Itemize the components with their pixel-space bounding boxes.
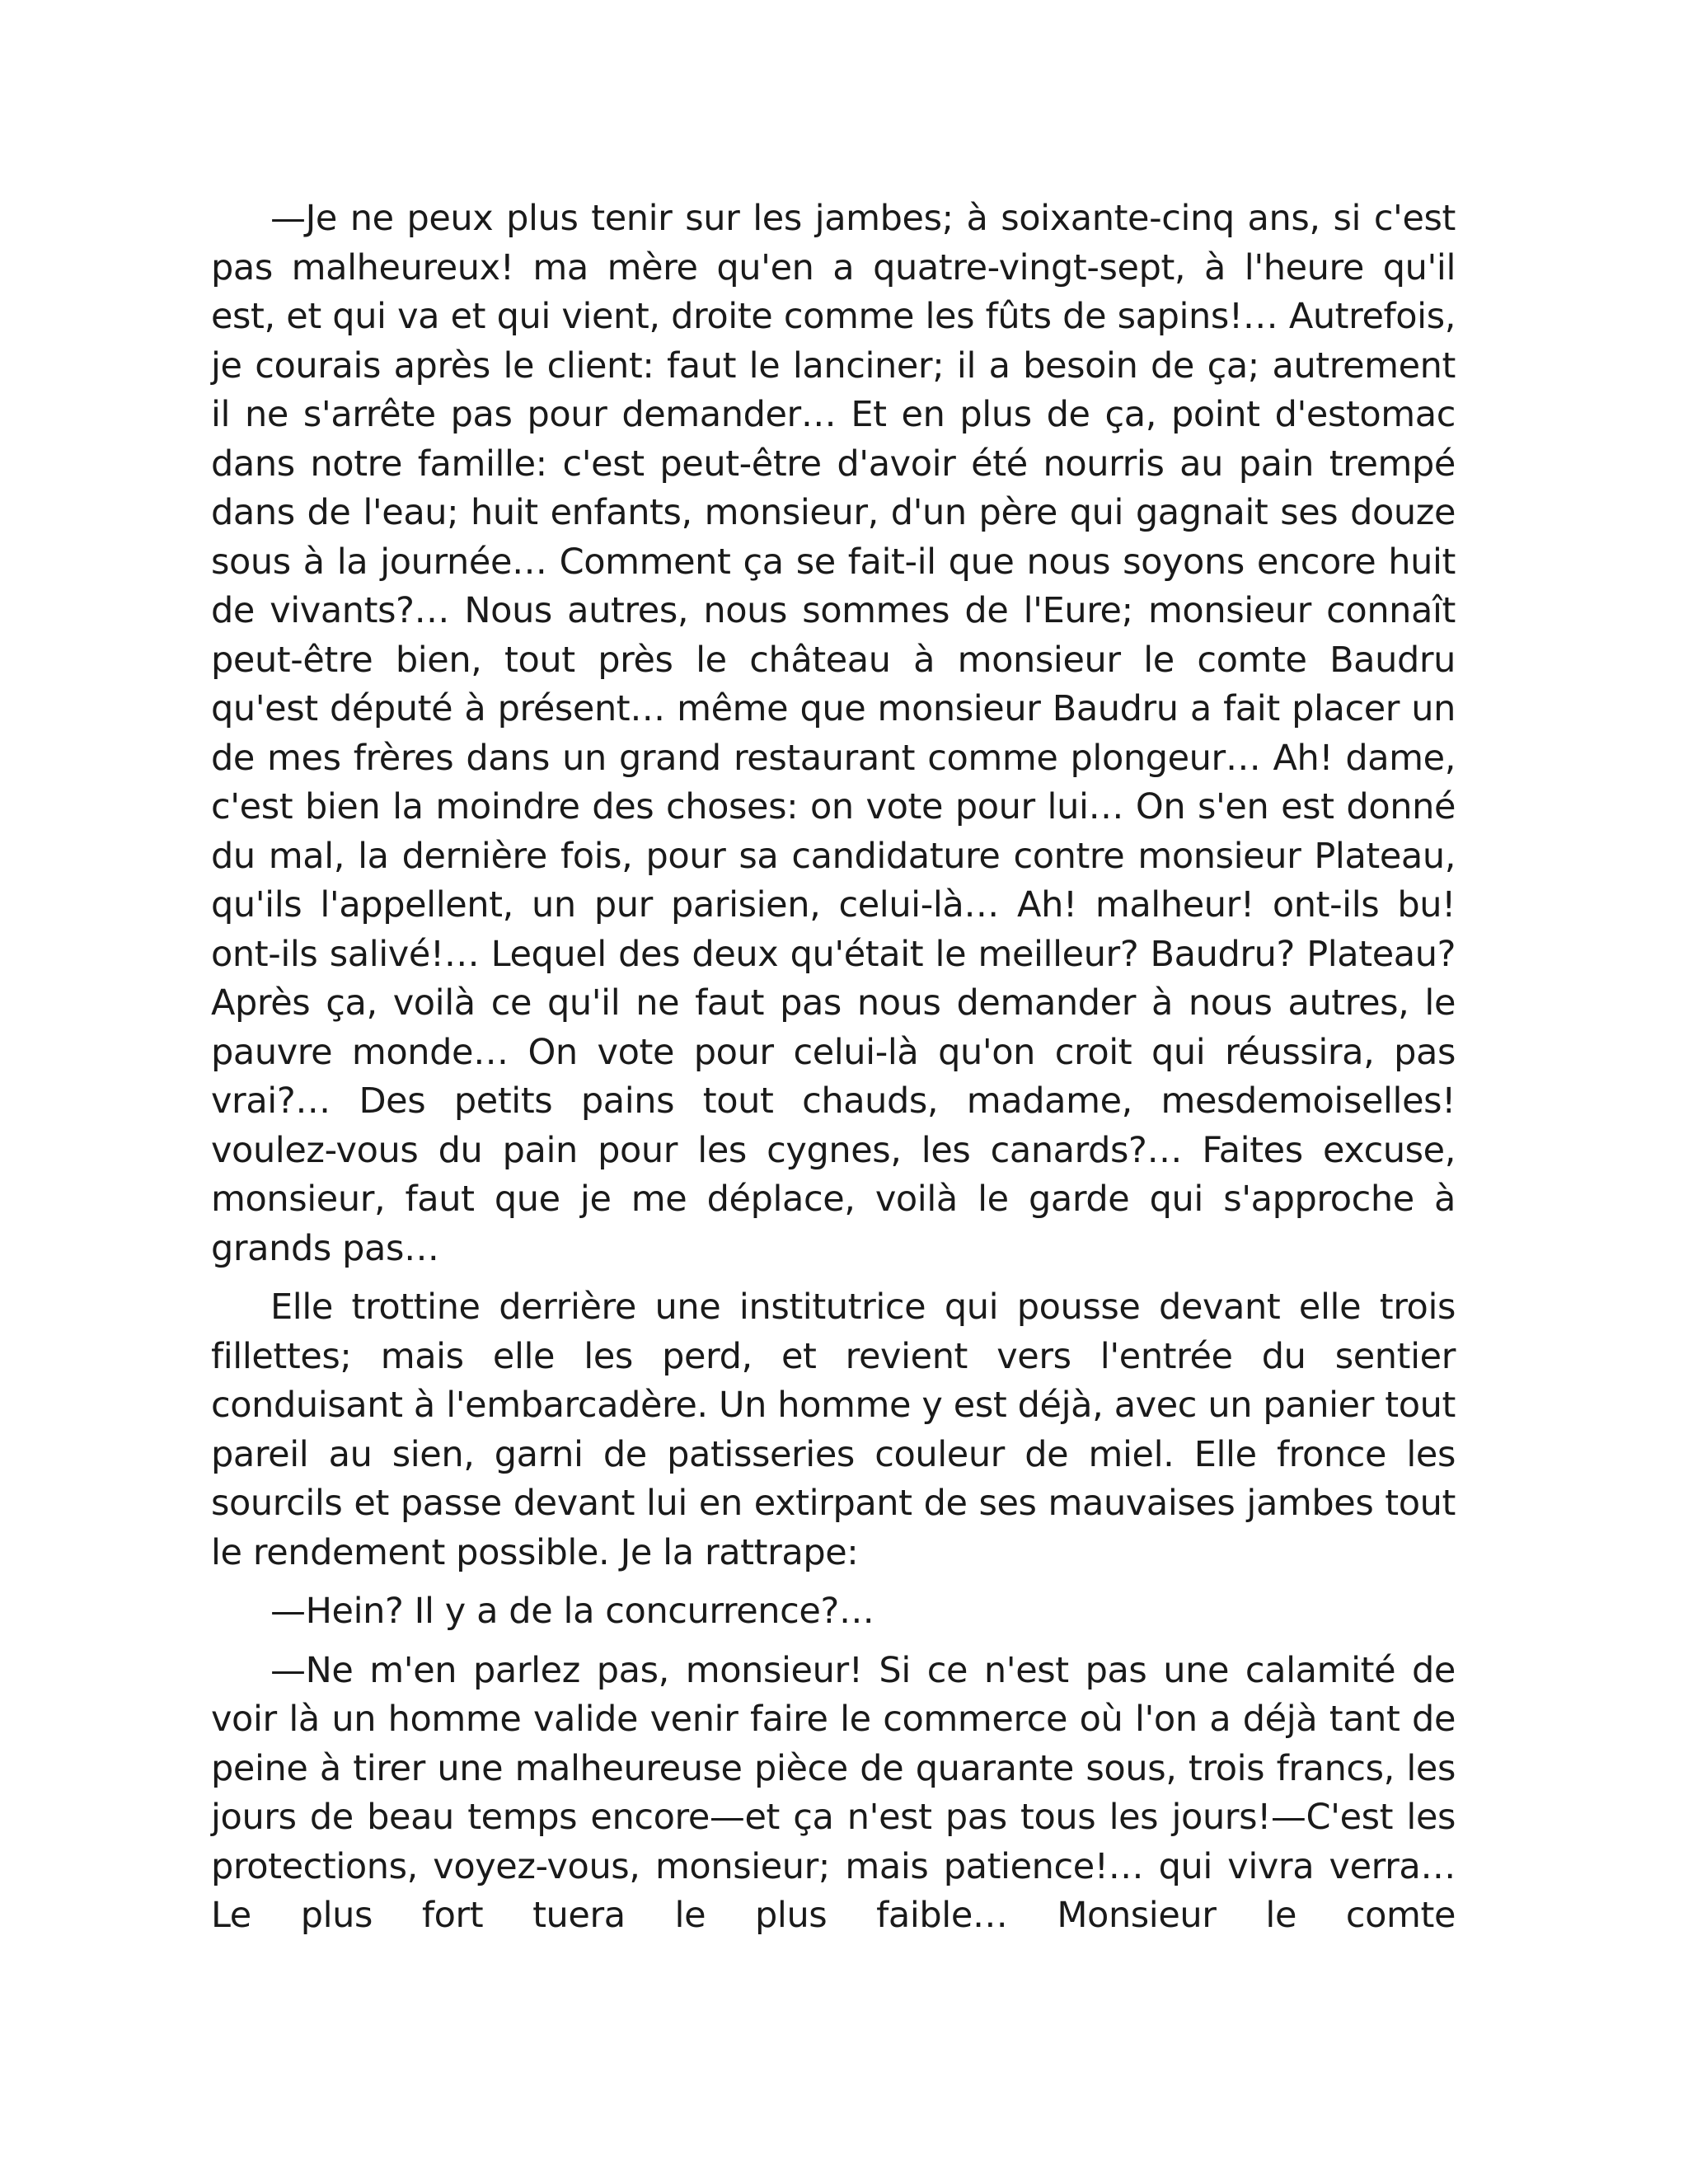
paragraph: —Hein? Il y a de la concurrence?… [270, 1591, 874, 1632]
paragraph: Elle trottine derrière une institutrice qui pousse devant elle trois fillettes; mais elle les perd, et revient vers l'entrée du sentier conduisant à l'embarcadère. Un homme y est déjà, avec un panier tout pareil au sien, garni de patisseries couleur de miel. Elle fronce les sourcils et passe devant lui en extirpant de ses mauvaises jambes tout le rendement possible. Je la rattrape: [211, 1286, 1456, 1573]
paragraph: —Je ne peux plus tenir sur les jambes; à soixante-cinq ans, si c'est pas malheureux! ma mère qu'en a quatre-vingt-sept, à l'heure qu'il est, et qui va et qui vient, droite comme les fûts de sapins!… Autrefois, je courais après le client: faut le lanciner; il a besoin de ça; autrement il ne s'arrête pas pour demander… Et en plus de ça, point d'estomac dans notre famille: c'est peut-être d'avoir été nourris au pain trempé dans de l'eau; huit enfants, monsieur, d'un père qui gagnait ses douze sous à la journée… Comment ça se fait-il que nous soyons encore huit de vivants?… Nous autres, nous sommes de l'Eure; monsieur connaît peut-être bien, tout près le château à monsieur le comte Baudru qu'est député à présent… même que monsieur Baudru a fait placer un de mes frères dans un grand restaurant comme plongeur… Ah! dame, c'est bien la moindre des choses: on vote pour lui… On s'en est donné du mal, la dernière fois, pour sa candidature contre monsieur Plateau, qu'ils l'appellent, un pur parisien, celui-là… Ah! malheur! ont-ils bu! ont-ils salivé!… Lequel des deux qu'était le meilleur? Baudru? Plateau? Après ça, voilà ce qu'il ne faut pas nous demander à nous autres, le pauvre monde… On vote pour celui-là qu'on croit qui réussira, pas vrai?… Des petits pains tout chauds, madame, mesdemoiselles! voulez-vous du pain pour les cygnes, les canards?… Faites excuse, monsieur, faut que je me déplace, voilà le garde qui s'approche à grands pas… [211, 198, 1456, 1269]
document-page [211, 194, 1456, 1951]
paragraph: —Ne m'en parlez pas, monsieur! Si ce n'est pas une calamité de voir là un homme valide venir faire le commerce où l'on a déjà tant de peine à tirer une malheureuse pièce de quarante sous, trois francs, les jours de beau temps encore—et ça n'est pas tous les jours!—C'est les protections, voyez-vous, monsieur; mais patience!… qui vivra verra… Le plus fort tuera le plus faible… Monsieur le comte [211, 1649, 1456, 1936]
